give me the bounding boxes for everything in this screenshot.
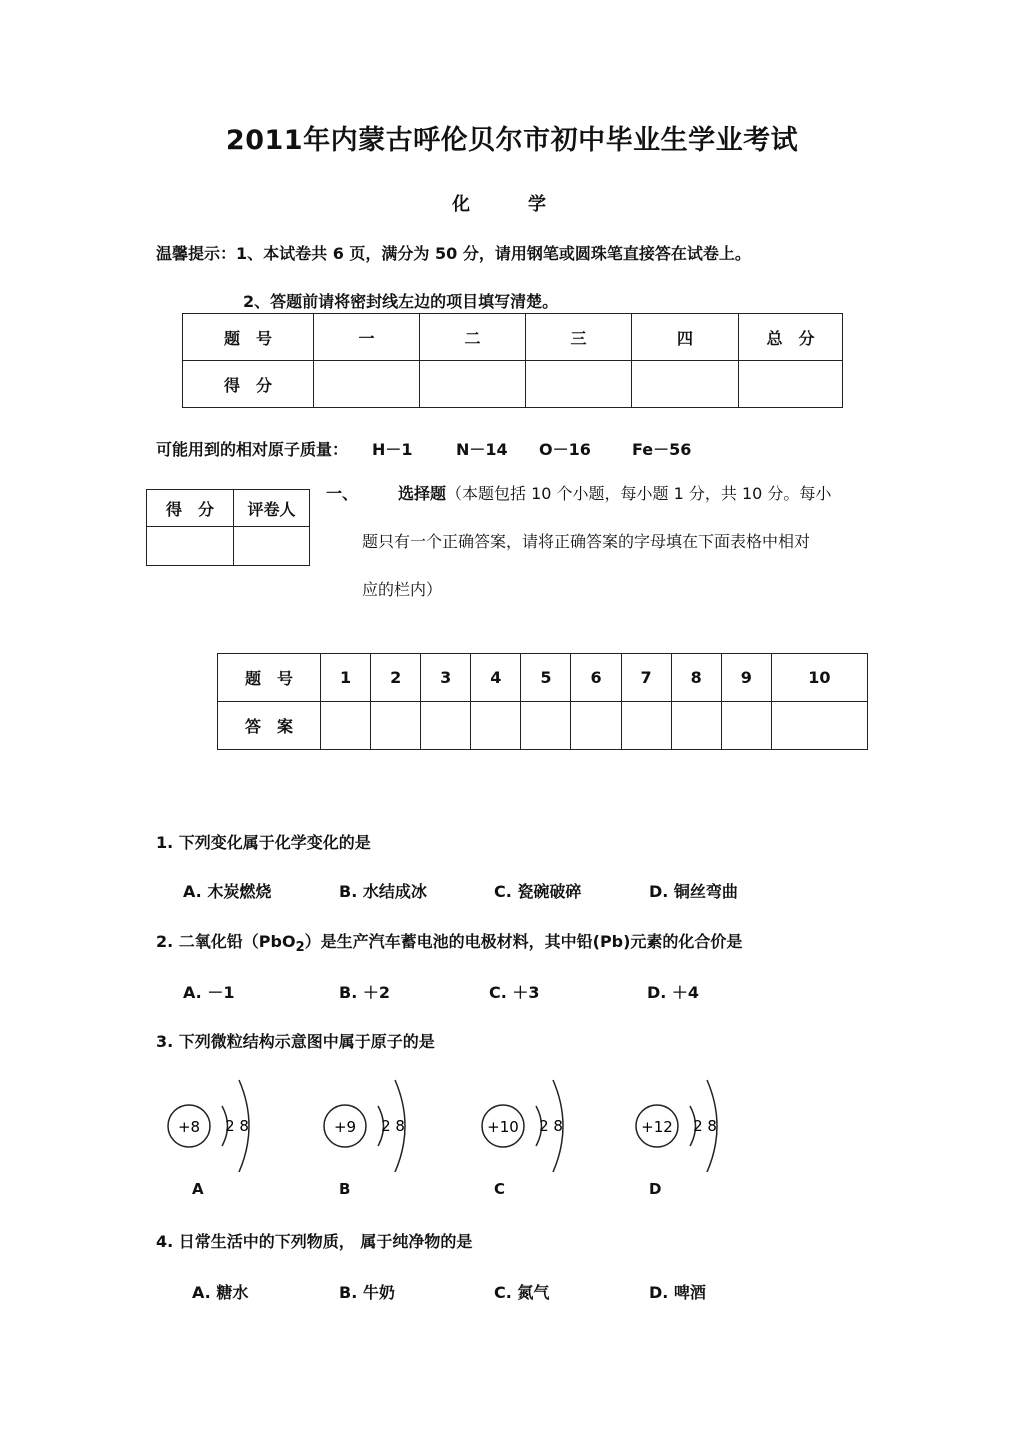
question-2-stem-pre: 2. 二氧化铅（PbO bbox=[156, 932, 296, 951]
answer-cell[interactable] bbox=[671, 702, 721, 750]
question-number-cell: 9 bbox=[721, 654, 771, 702]
answer-cell[interactable] bbox=[471, 702, 521, 750]
section-heading bbox=[398, 470, 831, 518]
section-instructions-3: 应的栏内） bbox=[362, 580, 443, 599]
atom-label-d: D bbox=[649, 1180, 662, 1198]
question-3-stem: 3. 下列微粒结构示意图中属于原子的是 bbox=[156, 1032, 435, 1051]
question-number-cell: 8 bbox=[671, 654, 721, 702]
atomic-mass-label: 可能用到的相对原子质量： bbox=[156, 440, 349, 459]
answer-cell[interactable] bbox=[371, 702, 421, 750]
score-table-score-row bbox=[183, 361, 843, 408]
grader-box bbox=[146, 489, 310, 566]
score-table-header-row bbox=[183, 314, 843, 361]
question-2-option-a[interactable]: A. －1 bbox=[183, 983, 235, 1002]
question-4-option-b[interactable]: B. 牛奶 bbox=[339, 1283, 395, 1302]
answer-table bbox=[217, 653, 868, 750]
question-number-cell: 10 bbox=[771, 654, 867, 702]
atomic-mass-item: H－1 bbox=[372, 440, 413, 459]
question-1-option-d[interactable]: D. 铜丝弯曲 bbox=[649, 882, 738, 901]
section-name: 选择题 bbox=[398, 484, 447, 503]
answer-table-answer-row bbox=[218, 702, 868, 750]
score-header-cell: 题 号 bbox=[183, 314, 314, 361]
atomic-mass-item: N－14 bbox=[456, 440, 508, 459]
grader-score-header: 得 分 bbox=[147, 490, 234, 527]
notice-line-1: 温馨提示：1、本试卷共 6 页，满分为 50 分，请用钢笔或圆珠笔直接答在试卷上。 bbox=[156, 244, 751, 263]
score-cell[interactable] bbox=[632, 361, 739, 408]
question-4-option-d[interactable]: D. 啤酒 bbox=[649, 1283, 706, 1302]
score-row-label: 得 分 bbox=[183, 361, 314, 408]
question-2-option-b[interactable]: B. ＋2 bbox=[339, 983, 390, 1002]
nucleus-charge: +8 bbox=[177, 1118, 201, 1136]
electron-shells: 2 8 bbox=[693, 1117, 717, 1135]
grader-name-header: 评卷人 bbox=[234, 490, 310, 527]
answer-cell[interactable] bbox=[721, 702, 771, 750]
exam-title: 2011年内蒙古呼伦贝尔市初中毕业生学业考试 bbox=[225, 125, 799, 156]
score-header-cell: 三 bbox=[526, 314, 632, 361]
answer-cell[interactable] bbox=[421, 702, 471, 750]
score-header-cell: 二 bbox=[420, 314, 526, 361]
question-number-cell: 1 bbox=[321, 654, 371, 702]
question-1-option-c[interactable]: C. 瓷碗破碎 bbox=[494, 882, 582, 901]
section-instructions-1: （本题包括 10 个小题，每小题 1 分，共 10 分。每小 bbox=[446, 484, 832, 503]
question-4-stem: 4. 日常生活中的下列物质， 属于纯净物的是 bbox=[156, 1232, 473, 1251]
answer-row-label: 答 案 bbox=[218, 702, 321, 750]
question-number-cell: 7 bbox=[621, 654, 671, 702]
question-2-stem-subscript: 2 bbox=[295, 940, 305, 956]
score-cell[interactable] bbox=[420, 361, 526, 408]
answer-header-label: 题 号 bbox=[218, 654, 321, 702]
section-instructions-2: 题只有一个正确答案，请将正确答案的字母填在下面表格中相对 bbox=[362, 532, 811, 551]
answer-cell[interactable] bbox=[621, 702, 671, 750]
grader-score-cell[interactable] bbox=[147, 527, 234, 566]
question-1-option-a[interactable]: A. 木炭燃烧 bbox=[183, 882, 272, 901]
electron-shells: 2 8 bbox=[539, 1117, 563, 1135]
answer-cell[interactable] bbox=[321, 702, 371, 750]
question-number-cell: 2 bbox=[371, 654, 421, 702]
grader-name-cell[interactable] bbox=[234, 527, 310, 566]
atom-label-c: C bbox=[494, 1180, 506, 1198]
nucleus-charge: +9 bbox=[333, 1118, 357, 1136]
electron-shells: 2 8 bbox=[381, 1117, 405, 1135]
score-header-cell: 四 bbox=[632, 314, 739, 361]
subject-char-1: 化 bbox=[452, 194, 470, 215]
atomic-mass-item: Fe－56 bbox=[632, 440, 692, 459]
atomic-mass-item: O－16 bbox=[539, 440, 591, 459]
answer-cell[interactable] bbox=[521, 702, 571, 750]
question-4-option-c[interactable]: C. 氮气 bbox=[494, 1283, 550, 1302]
atom-diagram-b[interactable] bbox=[324, 1080, 405, 1172]
answer-cell[interactable] bbox=[771, 702, 867, 750]
score-header-cell: 一 bbox=[314, 314, 420, 361]
question-2-stem bbox=[156, 929, 742, 955]
question-number-cell: 4 bbox=[471, 654, 521, 702]
answer-cell[interactable] bbox=[571, 702, 621, 750]
score-header-cell: 总 分 bbox=[739, 314, 843, 361]
atom-label-b: B bbox=[339, 1180, 351, 1198]
atom-diagram-c[interactable] bbox=[482, 1080, 563, 1172]
section-number: 一、 bbox=[326, 484, 359, 503]
score-table bbox=[182, 313, 843, 408]
subject-heading bbox=[452, 190, 604, 216]
question-number-cell: 6 bbox=[571, 654, 621, 702]
atom-diagram-d[interactable] bbox=[636, 1080, 717, 1172]
nucleus-charge: +10 bbox=[487, 1118, 519, 1136]
question-1-stem: 1. 下列变化属于化学变化的是 bbox=[156, 833, 371, 852]
electron-shells: 2 8 bbox=[225, 1117, 249, 1135]
answer-table-number-row bbox=[218, 654, 868, 702]
score-cell[interactable] bbox=[526, 361, 632, 408]
nucleus-charge: +12 bbox=[641, 1118, 673, 1136]
atom-diagrams bbox=[160, 1072, 780, 1172]
question-number-cell: 5 bbox=[521, 654, 571, 702]
question-2-option-d[interactable]: D. ＋4 bbox=[647, 983, 700, 1002]
notice-line-2: 2、答题前请将密封线左边的项目填写清楚。 bbox=[243, 292, 559, 311]
atom-diagram-a[interactable] bbox=[168, 1080, 249, 1172]
subject-char-2: 学 bbox=[528, 194, 546, 215]
question-1-option-b[interactable]: B. 水结成冰 bbox=[339, 882, 427, 901]
question-number-cell: 3 bbox=[421, 654, 471, 702]
score-cell[interactable] bbox=[314, 361, 420, 408]
question-2-option-c[interactable]: C. ＋3 bbox=[489, 983, 540, 1002]
question-4-option-a[interactable]: A. 糖水 bbox=[192, 1283, 249, 1302]
question-2-stem-post: ）是生产汽车蓄电池的电极材料，其中铅(Pb)元素的化合价是 bbox=[304, 932, 743, 951]
atom-label-a: A bbox=[192, 1180, 204, 1198]
score-cell[interactable] bbox=[739, 361, 843, 408]
